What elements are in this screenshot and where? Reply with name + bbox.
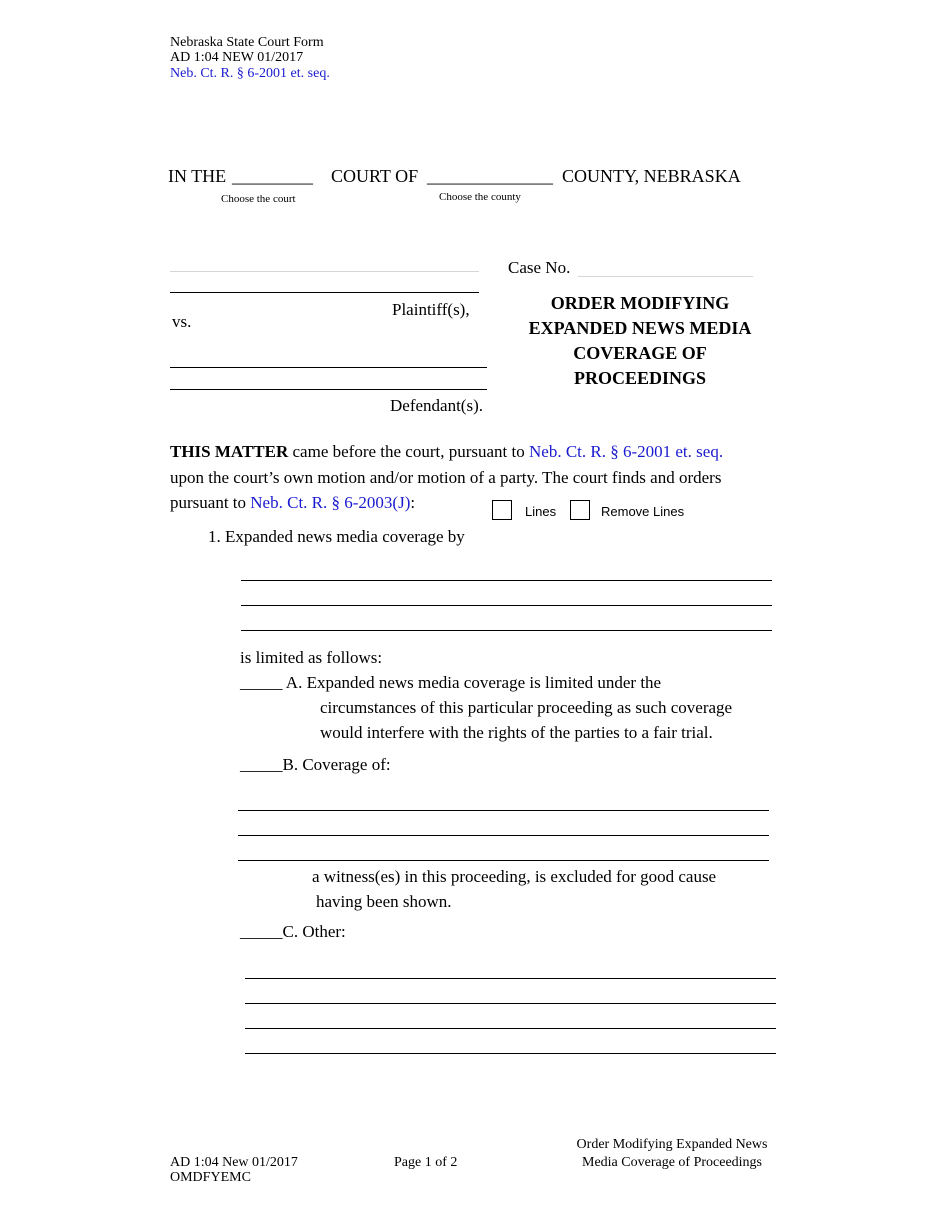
option-a-checkbox-blank[interactable]: _____ — [240, 673, 283, 692]
option-b-line — [240, 755, 391, 775]
option-a-line-3: would interfere with the rights of the parties to a fair trial. — [320, 723, 713, 742]
option-c-checkbox-blank[interactable]: _____ — [240, 922, 283, 941]
footer-title-1: Order Modifying Expanded News — [576, 1137, 768, 1152]
coverage-by-line-2[interactable] — [241, 605, 772, 606]
title-line-4: PROCEEDINGS — [573, 368, 707, 388]
form-number: AD 1:04 NEW 01/2017 — [170, 50, 304, 65]
coverage-of-line-2[interactable] — [238, 835, 769, 836]
defendant-underline — [170, 389, 487, 390]
option-b-text-2: having been shown. — [316, 892, 452, 911]
rule-reference-link[interactable]: Neb. Ct. R. § 6-2001 et. seq. — [170, 66, 330, 81]
option-b-checkbox-blank[interactable]: _____ — [240, 755, 283, 774]
body-line-2: upon the court’s own motion and/or motion of a party. The court finds and orders — [170, 468, 722, 487]
footer-form-code: OMDFYEMC — [170, 1170, 251, 1185]
coverage-of-line-3[interactable] — [238, 860, 769, 861]
limited-as-follows: is limited as follows: — [240, 648, 383, 667]
lines-checkbox-label: Lines — [525, 504, 557, 519]
plaintiff-name-field[interactable] — [170, 271, 479, 272]
rule-6-2001-link[interactable]: Neb. Ct. R. § 6-2001 et. seq. — [529, 442, 724, 461]
county-select[interactable]: ______________ — [427, 166, 553, 186]
colon: : — [410, 493, 416, 512]
option-c-line — [240, 922, 346, 942]
other-line-2[interactable] — [245, 1003, 776, 1004]
remove-lines-checkbox-label: Remove Lines — [601, 504, 685, 519]
court-select[interactable]: _________ — [232, 166, 313, 186]
option-a-line-2: circumstances of this particular proceeding as such coverage — [320, 698, 733, 717]
document-title — [500, 291, 780, 391]
body-text-1: came before the court, pursuant to — [288, 442, 529, 461]
choose-court-hint: Choose the court — [221, 193, 296, 205]
footer-form-number: AD 1:04 New 01/2017 — [170, 1155, 298, 1170]
option-a-text: A. Expanded news media coverage is limited under the — [282, 673, 662, 692]
in-the-label: IN THE — [168, 166, 227, 186]
choose-county-hint: Choose the county — [439, 191, 521, 203]
defendant-name-field[interactable] — [170, 367, 487, 368]
county-nebraska-label: COUNTY, NEBRASKA — [562, 166, 741, 186]
remove-lines-checkbox[interactable] — [570, 500, 590, 520]
option-a-line-1 — [240, 673, 661, 693]
title-line-1: ORDER MODIFYING — [550, 293, 730, 313]
item-1-text: 1. Expanded news media coverage by — [208, 527, 465, 546]
option-c-label: C. Other: — [282, 922, 346, 941]
form-name: Nebraska State Court Form — [170, 35, 324, 50]
plaintiff-label: Plaintiff(s), — [392, 300, 470, 319]
page-number: Page 1 of 2 — [394, 1155, 458, 1170]
defendant-label: Defendant(s). — [390, 396, 483, 415]
body-line-1 — [170, 442, 723, 462]
footer-title-2: Media Coverage of Proceedings — [582, 1155, 762, 1170]
case-number-label: Case No. — [508, 258, 571, 277]
body-text-3: pursuant to — [170, 493, 251, 512]
other-line-4[interactable] — [245, 1053, 776, 1054]
title-line-3: COVERAGE OF — [573, 343, 707, 363]
court-of-label: COURT OF — [331, 166, 419, 186]
title-line-2: EXPANDED NEWS MEDIA — [528, 318, 752, 338]
coverage-by-line-1[interactable] — [241, 580, 772, 581]
option-b-label: B. Coverage of: — [282, 755, 391, 774]
coverage-of-line-1[interactable] — [238, 810, 769, 811]
this-matter-label: THIS MATTER — [170, 442, 289, 461]
vs-label: vs. — [172, 312, 192, 331]
coverage-by-line-3[interactable] — [241, 630, 772, 631]
rule-6-2003j-link[interactable]: Neb. Ct. R. § 6-2003(J) — [250, 493, 411, 512]
body-line-3 — [170, 493, 415, 513]
plaintiff-underline — [170, 292, 479, 293]
case-number-field[interactable] — [578, 276, 753, 277]
other-line-1[interactable] — [245, 978, 776, 979]
lines-checkbox[interactable] — [492, 500, 512, 520]
other-line-3[interactable] — [245, 1028, 776, 1029]
option-b-text-1: a witness(es) in this proceeding, is excluded for good cause — [312, 867, 717, 886]
